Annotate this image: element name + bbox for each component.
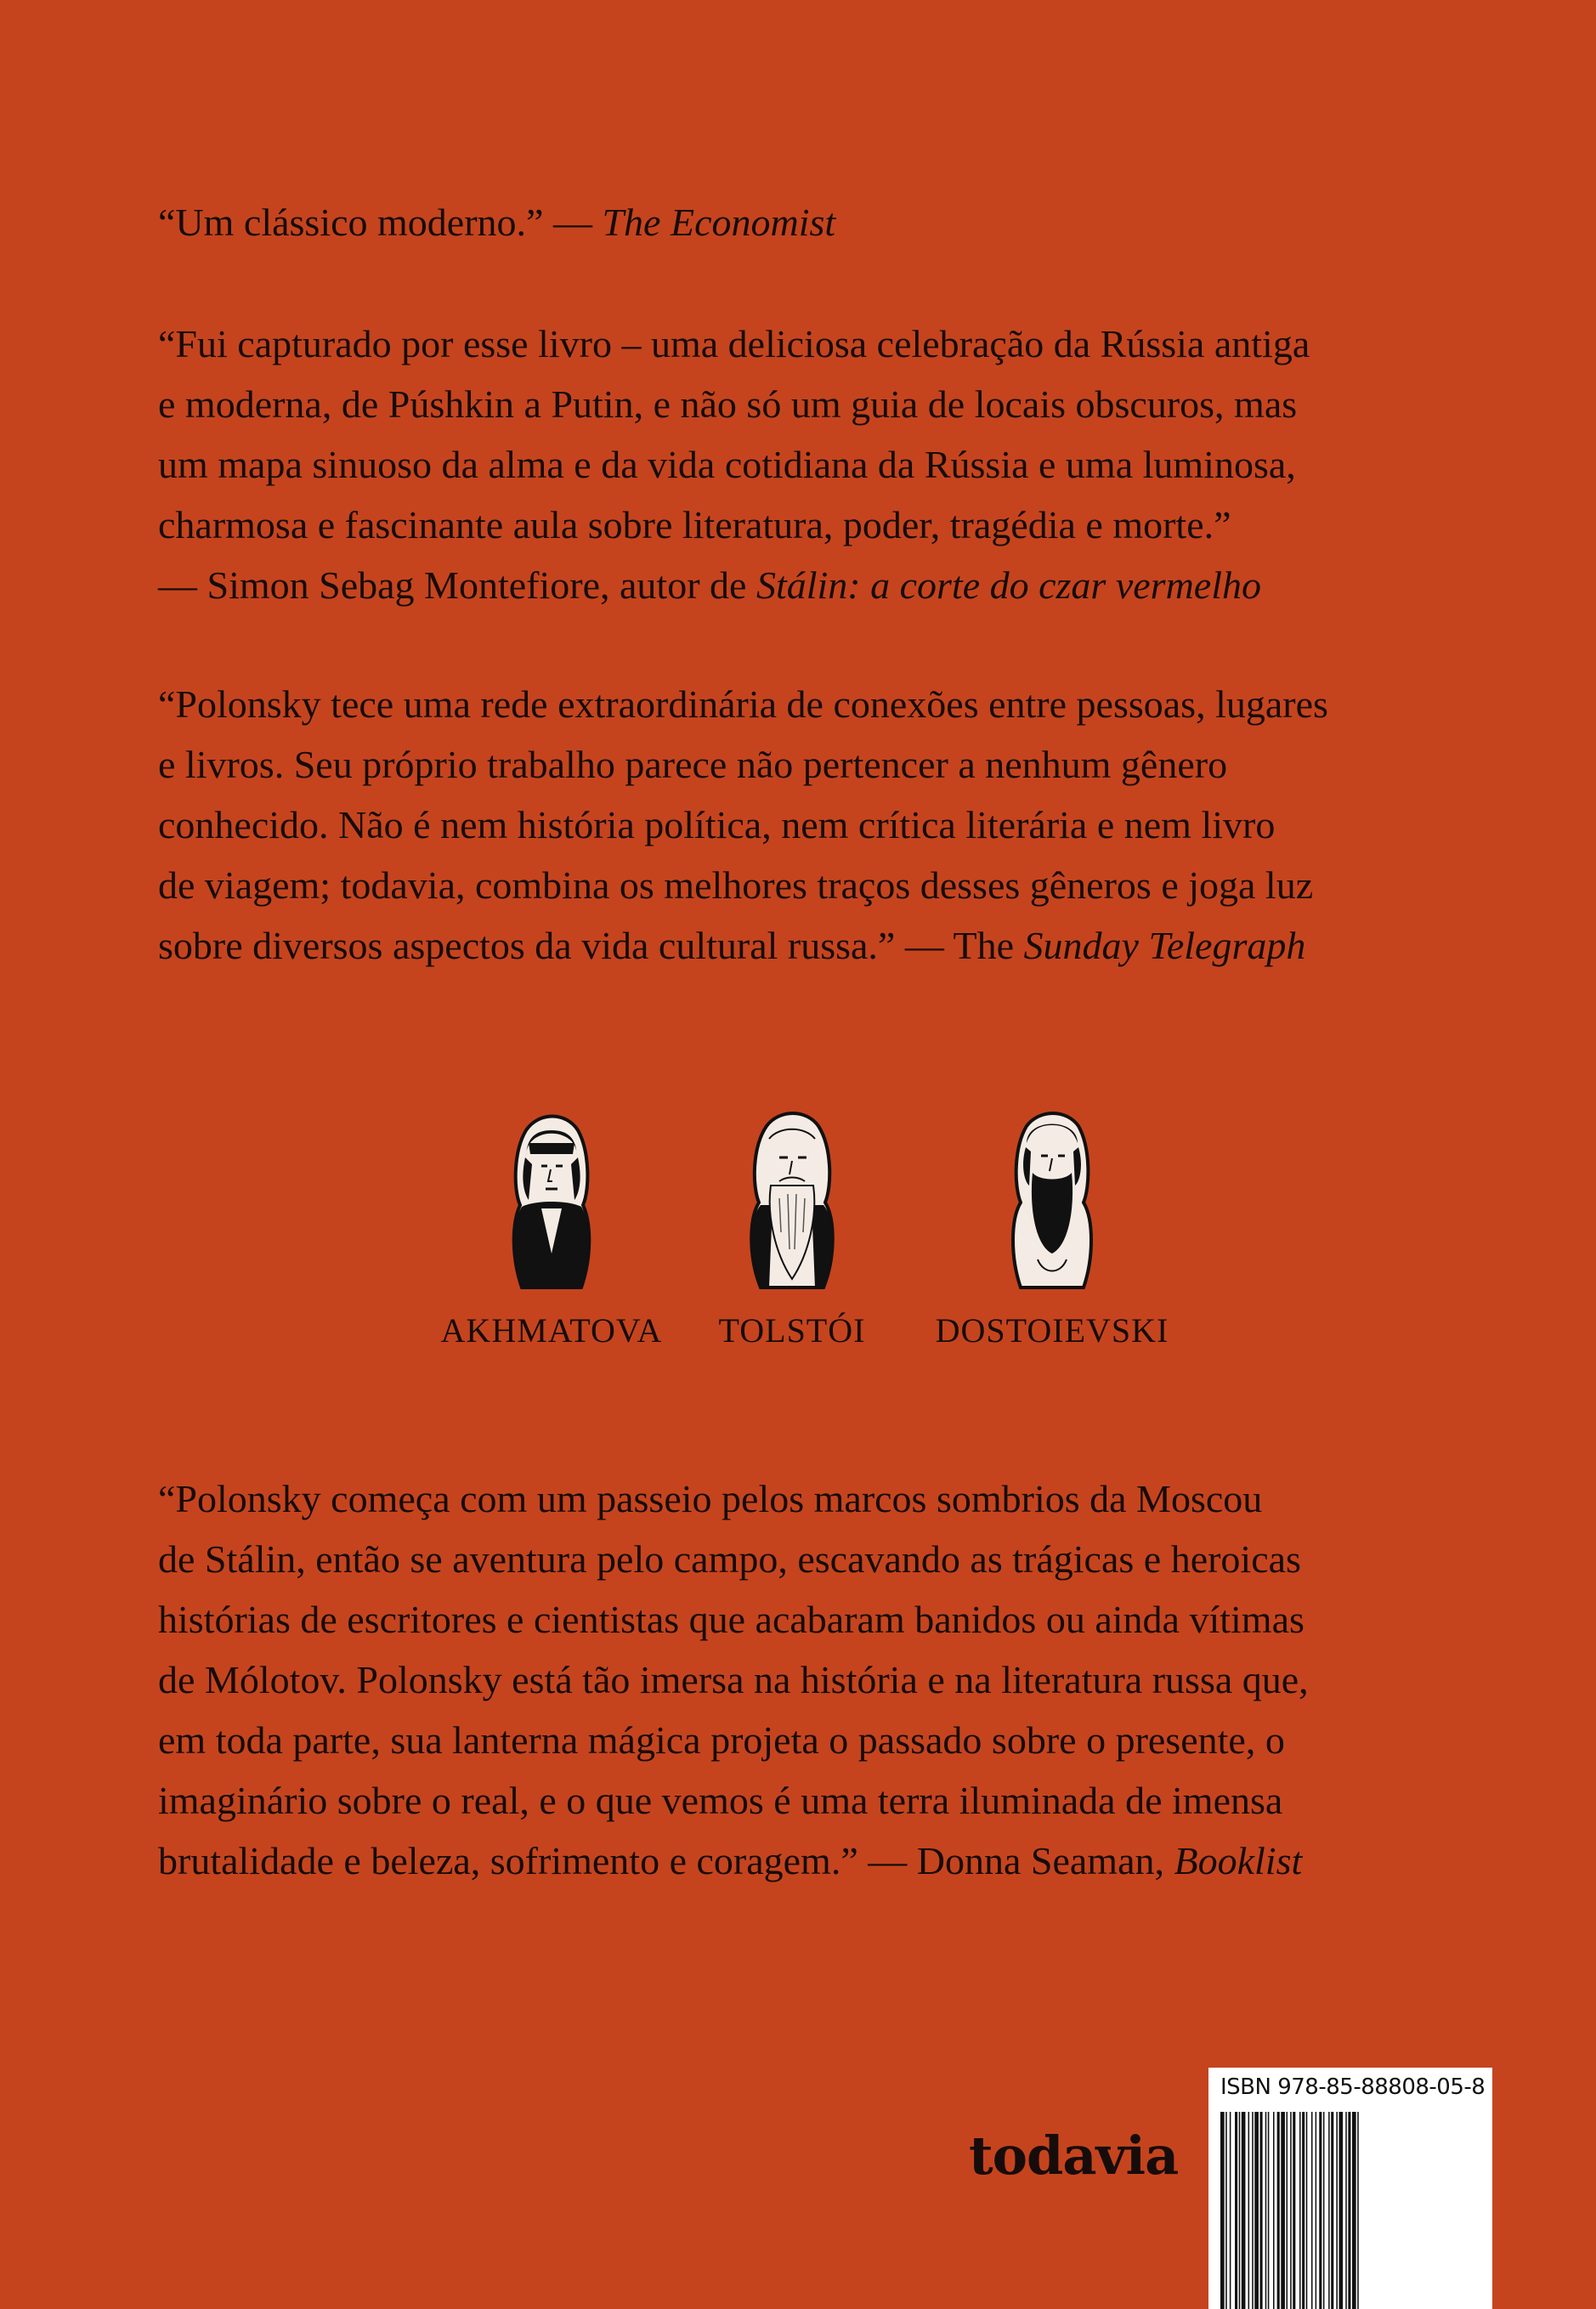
isbn-text: ISBN 978-85-88808-05-8 [1220, 2074, 1486, 2100]
quote-text: de Mólotov. Polonsky está tão imersa na história e na literatura russa que, [158, 1658, 1309, 1701]
quote-text: “Fui capturado por esse livro – uma deliciosa celebração da Rússia antiga [158, 322, 1310, 365]
quote-line [158, 192, 1458, 252]
akhmatova-doll-icon [488, 1105, 615, 1300]
quote-line [158, 495, 1458, 555]
italic-title: Sunday Telegraph [1023, 924, 1306, 967]
quote-text: sobre diversos aspectos da vida cultural russa.” — The [158, 924, 1024, 967]
quote-line [158, 374, 1458, 434]
quote-line [158, 795, 1458, 855]
doll-label-akhmatova: AKHMATOVA [440, 1311, 663, 1350]
quote-text: e moderna, de Púshkin a Putin, e não só um guia de locais obscuros, mas [158, 382, 1298, 426]
quote-text: de Stálin, então se aventura pelo campo, escavando as trágicas e heroicas [158, 1537, 1301, 1581]
quote-text: em toda parte, sua lanterna mágica projeta o passado sobre o presente, o [158, 1718, 1285, 1762]
barcode-icon [1220, 2112, 1480, 2309]
doll-tolstoi [656, 1105, 928, 1350]
quote-text: conhecido. Não é nem história política, nem crítica literária e nem livro [158, 803, 1276, 846]
quote-line [158, 1770, 1458, 1831]
doll-label-tolstoi: TOLSTÓI [718, 1311, 866, 1350]
quote-text: e livros. Seu próprio trabalho parece não pertencer a nenhum gênero [158, 743, 1228, 786]
quote-line [158, 555, 1458, 615]
quote-line [158, 434, 1458, 495]
quote-text: charmosa e fascinante aula sobre literatura, poder, tragédia e morte.” [158, 503, 1231, 546]
quote-sunday-telegraph [158, 674, 1458, 976]
publisher-logo: todavia [969, 2125, 1179, 2187]
quote-line [158, 1589, 1458, 1650]
doll-akhmatova [416, 1105, 688, 1350]
quote-line [158, 734, 1458, 795]
quote-text: — Simon Sebag Montefiore, autor de [158, 563, 756, 607]
quote-text: “Polonsky começa com um passeio pelos marcos sombrios da Moscou [158, 1477, 1263, 1520]
quote-text: brutalidade e beleza, sofrimento e coragem.” — Donna Seaman, [158, 1839, 1174, 1882]
quote-line [158, 314, 1458, 374]
quote-line [158, 855, 1458, 915]
quote-text: “Polonsky tece uma rede extraordinária de conexões entre pessoas, lugares [158, 682, 1328, 726]
doll-dostoievski [916, 1105, 1188, 1350]
quote-line [158, 915, 1458, 976]
quote-text: histórias de escritores e cientistas que acabaram banidos ou ainda vítimas [158, 1598, 1305, 1641]
italic-title: Stálin: a corte do czar vermelho [756, 563, 1261, 607]
doll-label-dostoievski: DOSTOIEVSKI [935, 1311, 1169, 1350]
quote-line [158, 1831, 1458, 1891]
quote-text: um mapa sinuoso da alma e da vida cotidiana da Rússia e uma luminosa, [158, 443, 1296, 486]
quote-montefiore [158, 314, 1458, 615]
quote-text: imaginário sobre o real, e o que vemos é uma terra iluminada de imensa [158, 1779, 1283, 1822]
italic-title: The Economist [602, 201, 836, 244]
quote-line [158, 1469, 1458, 1529]
quote-text: de viagem; todavia, combina os melhores traços desses gêneros e joga luz [158, 863, 1314, 907]
barcode-panel [1208, 2068, 1492, 2309]
dostoievski-doll-icon [988, 1105, 1116, 1300]
quote-line [158, 1710, 1458, 1770]
quote-economist [158, 192, 1458, 252]
quote-line [158, 674, 1458, 734]
tolstoi-doll-icon [728, 1105, 856, 1300]
quote-line [158, 1650, 1458, 1710]
matryoshka-illustrations [0, 1105, 1596, 1377]
quote-text: “Um clássico moderno.” — [158, 201, 603, 244]
quote-line [158, 1529, 1458, 1589]
italic-title: Booklist [1174, 1839, 1303, 1882]
quote-booklist [158, 1469, 1458, 1891]
